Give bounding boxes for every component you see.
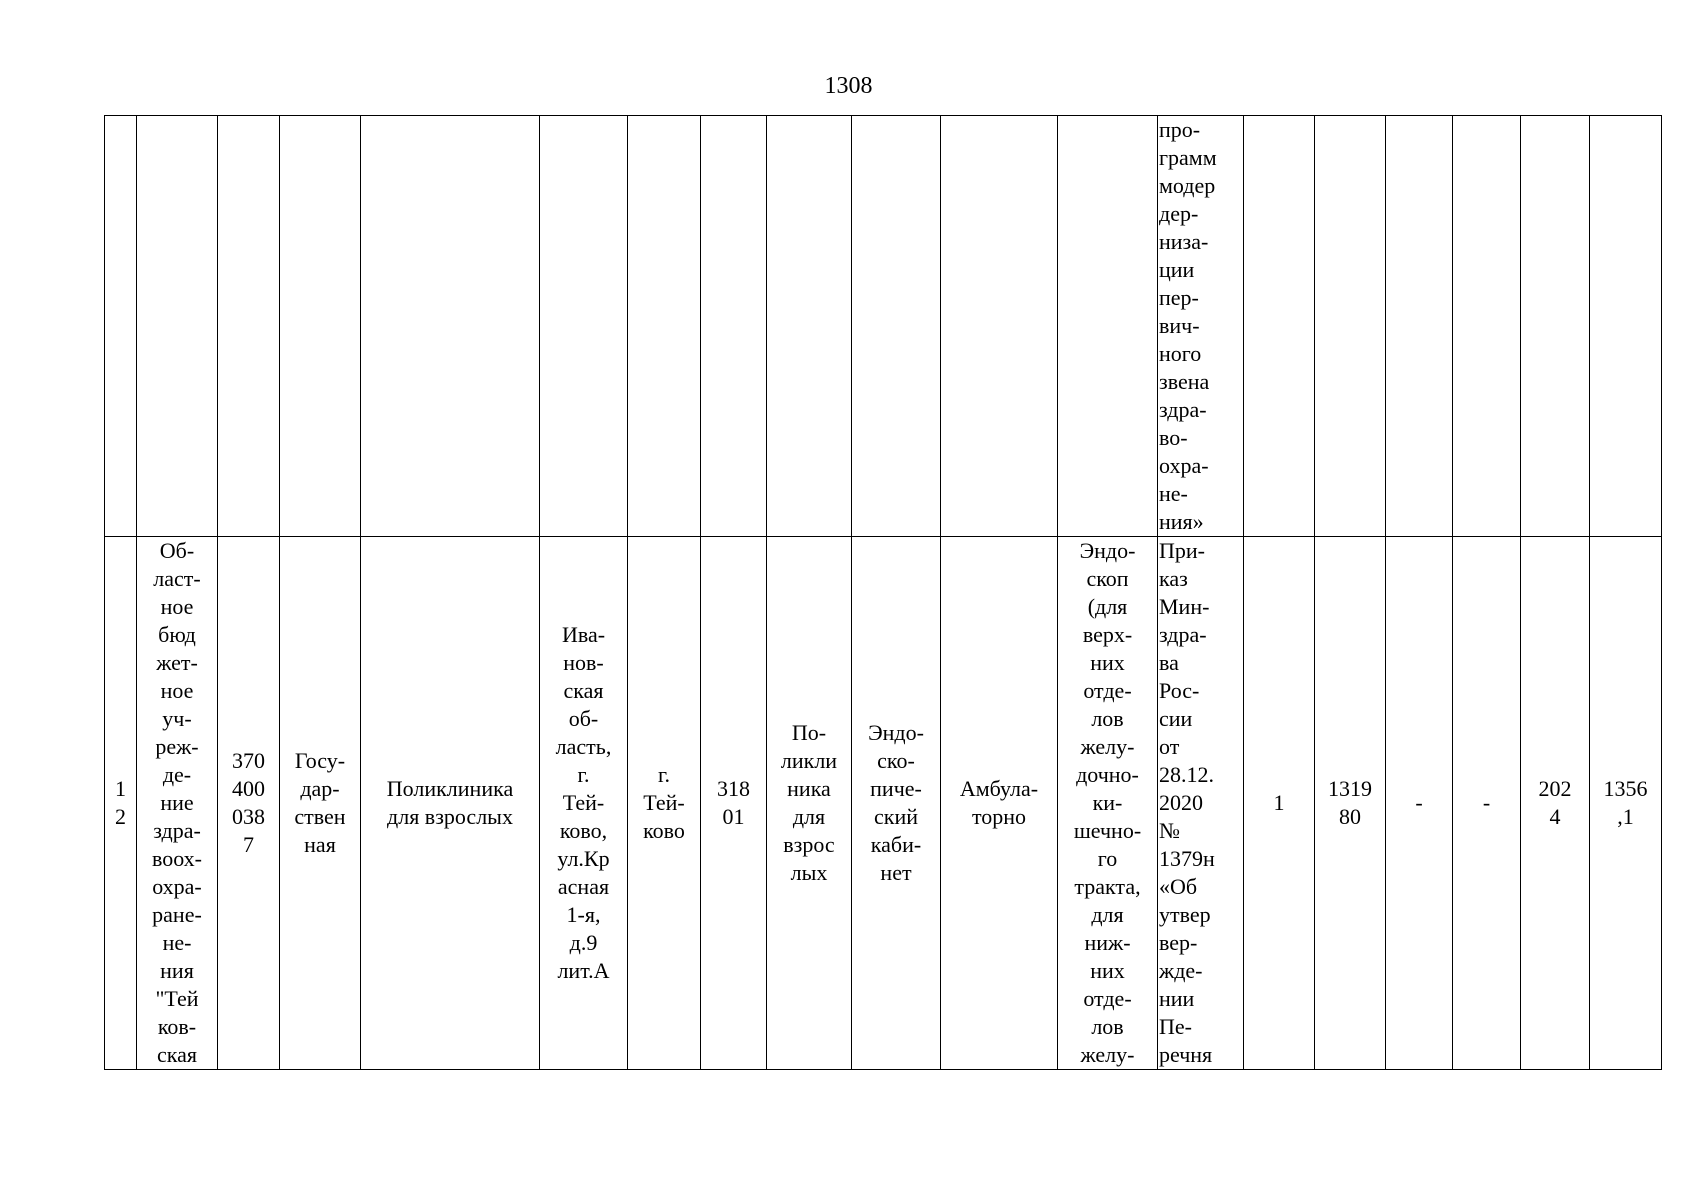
code2-text	[1316, 775, 1384, 831]
quantity-text	[1245, 789, 1313, 817]
cell-care-type	[941, 537, 1058, 1070]
cell-basis	[1158, 116, 1244, 537]
text-line: торно	[971, 804, 1027, 829]
text-line: Эндо-	[868, 720, 924, 745]
cell-equipment	[1058, 116, 1158, 537]
cell-dash-a	[1386, 116, 1453, 537]
text-line: 4	[1549, 804, 1561, 829]
text-line: 80	[1339, 804, 1361, 829]
cell-number	[105, 537, 137, 1070]
cell-institution	[137, 537, 218, 1070]
unit-text	[768, 719, 850, 887]
post-code-text	[702, 775, 765, 831]
cell-code	[218, 537, 280, 1070]
address-text	[541, 621, 626, 985]
text-line: жет-	[156, 650, 198, 675]
text-line: ково,	[559, 818, 608, 843]
amount-text	[1591, 775, 1660, 831]
text-line: ково	[643, 818, 685, 843]
text-line: г.	[657, 762, 671, 787]
cell-number	[105, 116, 137, 537]
dash-a-text	[1387, 789, 1451, 817]
text-line: про-	[1159, 117, 1201, 142]
text-line: сии	[1159, 706, 1193, 731]
text-line: -	[1482, 790, 1491, 815]
text-line: «Об	[1159, 874, 1198, 899]
dash-b-text	[1454, 789, 1519, 817]
cell-room	[852, 116, 941, 537]
text-line: 400	[232, 776, 265, 801]
cell-code2	[1315, 537, 1386, 1070]
text-line: звена	[1159, 369, 1210, 394]
text-line: утвер	[1159, 902, 1211, 927]
text-line: Мин-	[1159, 594, 1210, 619]
text-line: ,1	[1617, 804, 1634, 829]
text-line: нов-	[563, 650, 604, 675]
text-line: ва	[1159, 650, 1179, 675]
facility-text	[362, 775, 538, 831]
number-text	[106, 775, 135, 831]
text-line: №	[1159, 818, 1180, 843]
cell-code	[218, 116, 280, 537]
text-line: них	[1090, 650, 1125, 675]
text-line: 28.12.	[1159, 762, 1214, 787]
text-line: Рос-	[1159, 678, 1200, 703]
text-line: д.9	[569, 930, 598, 955]
room-text	[853, 719, 939, 887]
text-line: жде-	[1159, 958, 1203, 983]
text-line: воох-	[151, 846, 202, 871]
cell-dash-b	[1453, 537, 1521, 1070]
text-line: шечно-	[1073, 818, 1142, 843]
cell-quantity	[1244, 116, 1315, 537]
text-line: нии	[1159, 986, 1195, 1011]
text-line: для	[1091, 902, 1124, 927]
text-line: пер-	[1159, 285, 1199, 310]
text-line: По-	[791, 720, 827, 745]
text-line: модер	[1159, 173, 1216, 198]
cell-year	[1521, 116, 1590, 537]
cell-city	[628, 537, 701, 1070]
text-line: отде-	[1083, 678, 1132, 703]
cell-equipment	[1058, 537, 1158, 1070]
text-line: дар-	[300, 776, 340, 801]
cell-post-code	[701, 537, 767, 1070]
text-line: ции	[1159, 257, 1195, 282]
cell-ownership	[280, 116, 361, 537]
text-line: здра-	[153, 818, 201, 843]
text-line: де-	[162, 762, 192, 787]
text-line: ская	[563, 678, 604, 703]
text-line: ное	[160, 678, 194, 703]
text-line: здра-	[1159, 622, 1207, 647]
text-line: лов	[1091, 706, 1124, 731]
cell-code2	[1315, 116, 1386, 537]
registry-table	[104, 115, 1662, 1070]
text-line: ков-	[157, 1014, 197, 1039]
text-line: ласть,	[555, 734, 612, 759]
cell-city	[628, 116, 701, 537]
text-line: Эндо-	[1079, 538, 1136, 563]
cell-year	[1521, 537, 1590, 1070]
text-line: пиче-	[870, 776, 922, 801]
text-line: Об-	[159, 538, 195, 563]
cell-quantity	[1244, 537, 1315, 1070]
cell-unit	[767, 537, 852, 1070]
text-line: ния»	[1159, 509, 1204, 534]
text-line: от	[1159, 734, 1180, 759]
text-line: речня	[1159, 1042, 1213, 1067]
city-text	[629, 761, 699, 845]
text-line: При-	[1159, 538, 1205, 563]
text-line: дер-	[1159, 201, 1199, 226]
text-line: взрос	[783, 832, 835, 857]
text-line: ние	[160, 790, 194, 815]
care-type-text	[942, 775, 1056, 831]
text-line: 318	[717, 776, 750, 801]
cell-facility	[361, 116, 540, 537]
text-line: ликли	[780, 748, 838, 773]
text-line: тракта,	[1074, 874, 1141, 899]
text-line: Поликлиника	[386, 776, 514, 801]
basis-text	[1159, 537, 1242, 1069]
text-line: не-	[162, 930, 192, 955]
text-line: верх-	[1082, 622, 1133, 647]
table-row	[105, 116, 1662, 537]
cell-address	[540, 537, 628, 1070]
cell-address	[540, 116, 628, 537]
text-line: 7	[243, 832, 254, 857]
text-line: 038	[232, 804, 265, 829]
text-line: 1356	[1603, 776, 1648, 801]
text-line: Тей-	[643, 790, 685, 815]
cell-dash-a	[1386, 537, 1453, 1070]
text-line: ного	[1159, 341, 1202, 366]
basis-text	[1159, 116, 1242, 536]
text-line: г.	[577, 762, 590, 787]
text-line: лых	[790, 860, 828, 885]
text-line: 2020	[1159, 790, 1203, 815]
text-line: -	[1415, 790, 1423, 815]
cell-amount	[1590, 116, 1662, 537]
text-line: вич-	[1159, 313, 1200, 338]
text-line: ране-	[152, 902, 202, 927]
institution-text	[138, 537, 216, 1069]
text-line: асная	[557, 874, 610, 899]
text-line: не-	[1159, 481, 1188, 506]
text-line: 1-я,	[566, 902, 601, 927]
cell-room	[852, 537, 941, 1070]
text-line: ско-	[877, 748, 915, 773]
text-line: желу-	[1080, 1042, 1135, 1067]
text-line: вер-	[1159, 930, 1198, 955]
cell-ownership	[280, 537, 361, 1070]
text-line: нет	[880, 860, 912, 885]
text-line: 370	[232, 748, 265, 773]
text-line: ул.Кр	[557, 846, 610, 871]
year-text	[1522, 775, 1588, 831]
text-line: отде-	[1083, 986, 1132, 1011]
text-line: каз	[1159, 566, 1188, 591]
text-line: 1	[1273, 790, 1285, 815]
text-line: низа-	[1159, 229, 1209, 254]
text-line: ласт-	[153, 566, 201, 591]
text-line: ния	[160, 958, 194, 983]
equipment-text	[1059, 537, 1156, 1069]
text-line: каби-	[870, 832, 922, 857]
text-line: (для	[1087, 594, 1128, 619]
text-line: желу-	[1080, 734, 1135, 759]
text-line: ки-	[1092, 790, 1123, 815]
text-line: ниж-	[1084, 930, 1131, 955]
text-line: "Тей	[155, 986, 199, 1011]
text-line: го	[1097, 846, 1118, 871]
text-line: дочно-	[1076, 762, 1139, 787]
text-line: 2	[115, 804, 126, 829]
text-line: 1379н	[1159, 846, 1215, 871]
text-line: для	[792, 804, 826, 829]
text-line: охра-	[152, 874, 202, 899]
text-line: бюд	[158, 622, 196, 647]
text-line: уч-	[162, 706, 192, 731]
text-line: здра-	[1159, 397, 1207, 422]
text-line: Госу-	[294, 748, 346, 773]
text-line: 202	[1538, 776, 1572, 801]
cell-unit	[767, 116, 852, 537]
text-line: ная	[304, 832, 336, 857]
text-line: Пе-	[1159, 1014, 1192, 1039]
text-line: грамм	[1159, 145, 1217, 170]
text-line: 1	[115, 776, 126, 801]
text-line: лов	[1091, 1014, 1124, 1039]
text-line: ский	[874, 804, 918, 829]
text-line: Ива-	[561, 622, 606, 647]
text-line: 1319	[1328, 776, 1372, 801]
text-line: для взрослых	[387, 804, 513, 829]
ownership-text	[281, 747, 359, 859]
text-line: ская	[156, 1042, 197, 1067]
page-number: 1308	[824, 73, 873, 99]
text-line: скоп	[1086, 566, 1129, 591]
cell-amount	[1590, 537, 1662, 1070]
cell-post-code	[701, 116, 767, 537]
text-line: об-	[568, 706, 599, 731]
cell-dash-b	[1453, 116, 1521, 537]
text-line: лит.А	[557, 958, 610, 983]
cell-care-type	[941, 116, 1058, 537]
text-line: Тей-	[562, 790, 605, 815]
code-text	[219, 747, 278, 859]
text-line: ствен	[294, 804, 346, 829]
text-line: Амбула-	[959, 776, 1039, 801]
cell-facility	[361, 537, 540, 1070]
text-line: ника	[787, 776, 831, 801]
text-line: реж-	[155, 734, 199, 759]
table-row	[105, 537, 1662, 1070]
text-line: охра-	[1159, 453, 1209, 478]
text-line: них	[1090, 958, 1125, 983]
text-line: во-	[1159, 425, 1188, 450]
cell-institution	[137, 116, 218, 537]
cell-basis	[1158, 537, 1244, 1070]
text-line: ное	[160, 594, 194, 619]
text-line: 01	[722, 804, 745, 829]
